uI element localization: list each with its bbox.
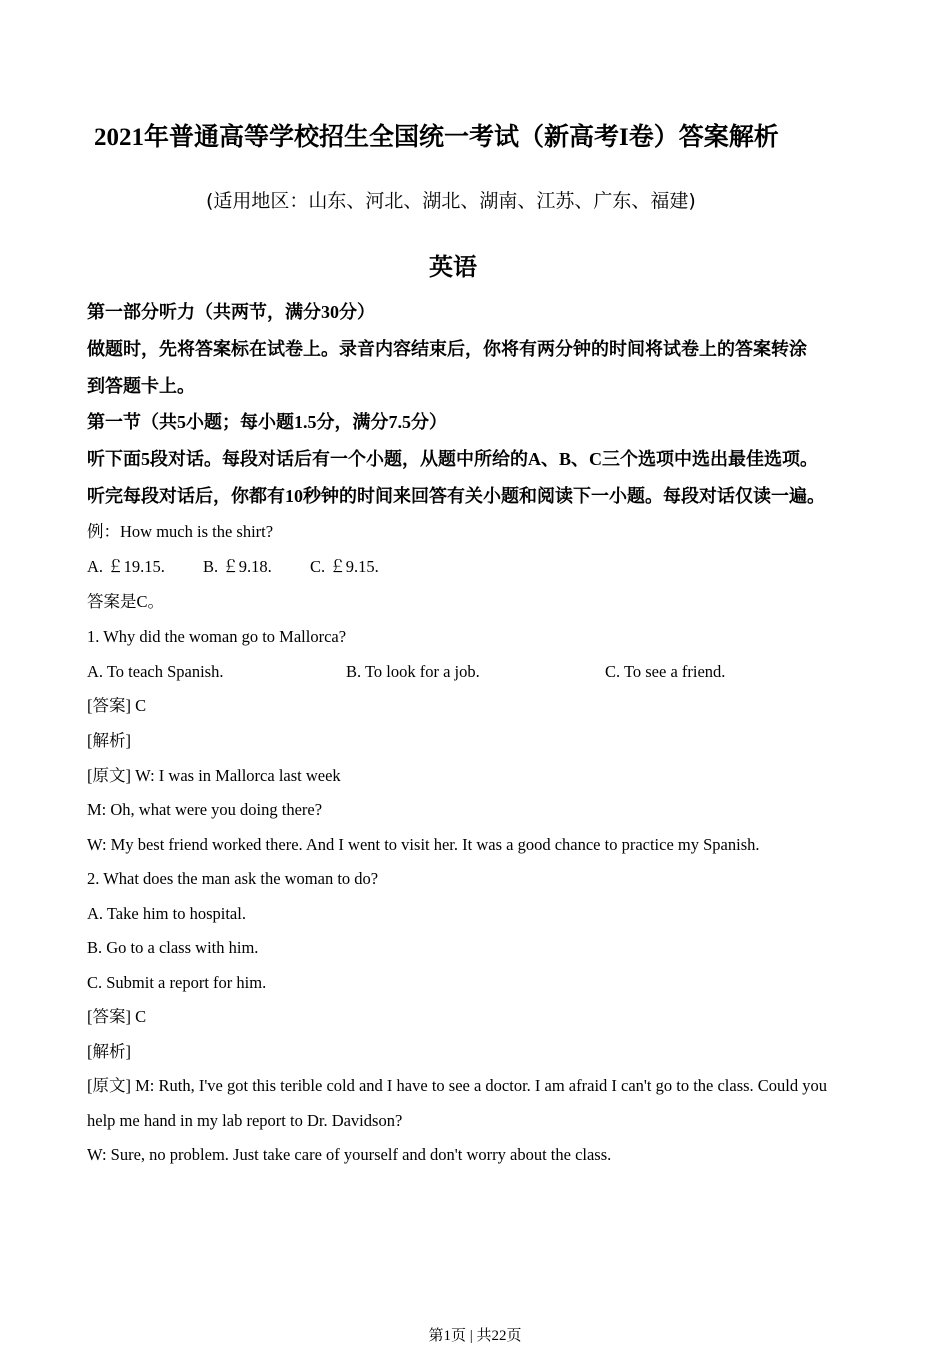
answer: [答案] C — [87, 1007, 147, 1026]
analysis-label: [解析] — [87, 731, 131, 750]
part-heading: 第一部分听力（共两节，满分30分） — [87, 302, 375, 322]
transcript-line: help me hand in my lab report to Dr. Davidson? — [87, 1111, 403, 1130]
subject-heading: 英语 — [429, 255, 477, 281]
instructions: 到答题卡上。 — [87, 376, 195, 396]
transcript-line: M: Oh, what were you doing there? — [87, 800, 323, 819]
answer: [答案] C — [87, 696, 147, 715]
section-instructions: 听完每段对话后，你都有10秒钟的时间来回答有关小题和阅读下一小题。每段对话仅读一遍。 — [87, 486, 825, 506]
option: B. To look for a job. — [346, 662, 480, 681]
question-1: 1. Why did the woman go to Mallorca? — [87, 627, 347, 646]
section-heading: 第一节（共5小题；每小题1.5分，满分7.5分） — [87, 412, 447, 432]
option: C. Submit a report for him. — [87, 973, 267, 992]
document-title: 2021年普通高等学校招生全国统一考试（新高考I卷）答案解析 — [94, 124, 779, 151]
example-question: 例：How much is the shirt? — [87, 522, 274, 541]
transcript-line: [原文] M: Ruth, I've got this terible cold and I have to see a doctor. I am afraid I can't go to the class. Could you — [87, 1076, 828, 1095]
transcript-line: W: Sure, no problem. Just take care of yourself and don't worry about the class. — [87, 1145, 612, 1164]
transcript-line: [原文] W: I was in Mallorca last week — [87, 766, 341, 785]
option: A. To teach Spanish. — [87, 662, 224, 681]
example-answer: 答案是C。 — [87, 592, 165, 611]
question-1-options — [87, 661, 725, 683]
question-2: 2. What does the man ask the woman to do? — [87, 869, 379, 888]
option: A. Take him to hospital. — [87, 904, 246, 923]
option: B. Go to a class with him. — [87, 938, 259, 957]
transcript-line: W: My best friend worked there. And I went to visit her. It was a good chance to practice my Spanish. — [87, 835, 760, 854]
option: C. To see a friend. — [605, 662, 726, 681]
analysis-label: [解析] — [87, 1042, 131, 1061]
applicable-regions: (适用地区：山东、河北、湖北、湖南、江苏、广东、福建) — [206, 190, 696, 212]
page-footer: 第1页 | 共22页 — [428, 1328, 522, 1344]
example-options — [87, 556, 379, 578]
instructions: 做题时，先将答案标在试卷上。录音内容结束后，你将有两分钟的时间将试卷上的答案转涂 — [87, 339, 807, 359]
option: A. ￡19.15. — [87, 557, 165, 576]
option: C. ￡9.15. — [310, 557, 379, 576]
option: B. ￡9.18. — [203, 557, 272, 576]
section-instructions: 听下面5段对话。每段对话后有一个小题，从题中所给的A、B、C三个选项中选出最佳选项。 — [87, 449, 818, 469]
